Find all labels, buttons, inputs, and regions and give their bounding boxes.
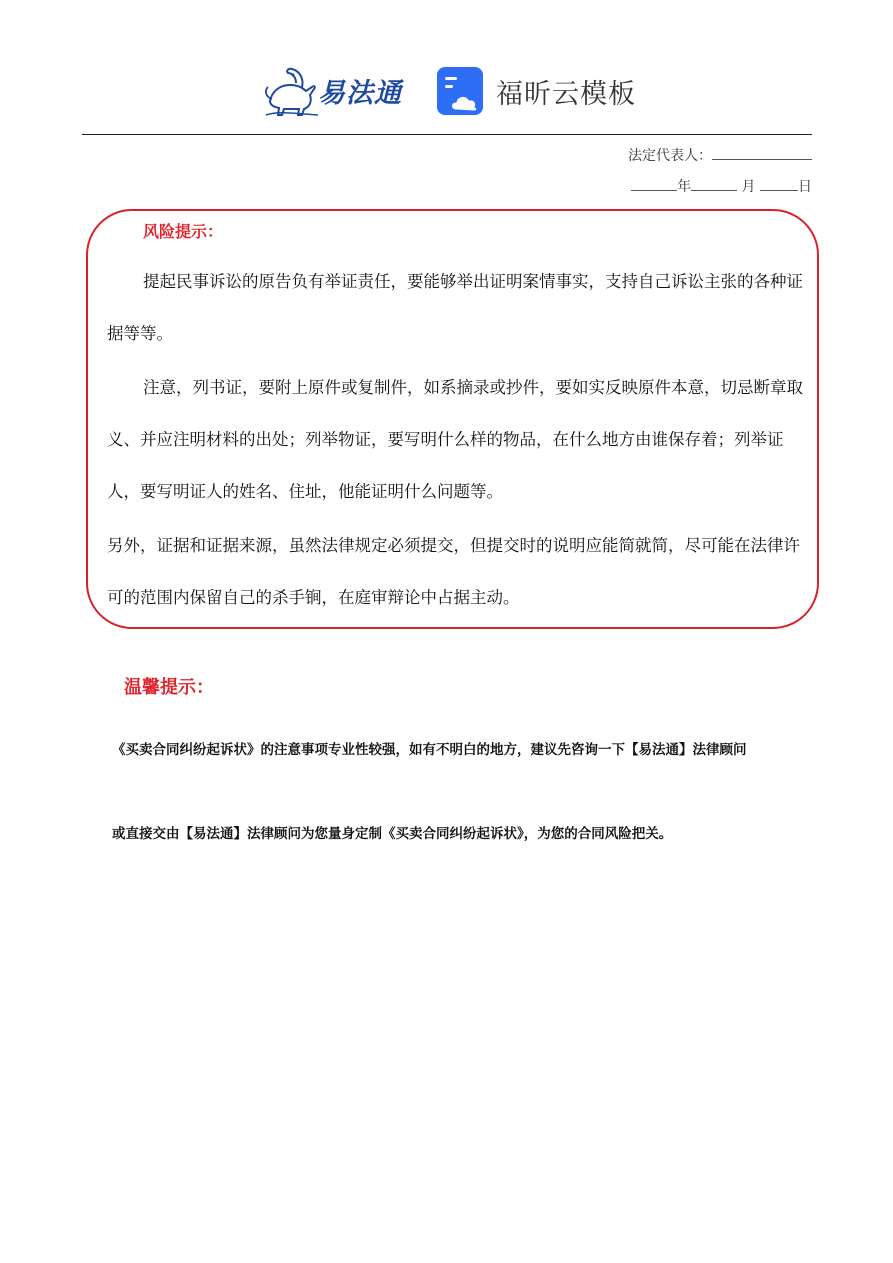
yifatong-logo <box>262 60 412 120</box>
risk-paragraph-1: 提起民事诉讼的原告负有举证责任，要能够举出证明案情事实，支持自己诉讼主张的各种证据等等。 <box>107 272 803 343</box>
cloud-document-icon <box>436 66 484 116</box>
date-line <box>631 176 812 196</box>
warm-tip-title: 温馨提示： <box>124 677 214 698</box>
day-label: 日 <box>798 179 812 195</box>
year-blank <box>631 176 677 191</box>
legal-representative-line <box>628 145 812 165</box>
warm-tip-line-2: 或直接交由【易法通】法律顾问为您量身定制《买卖合同纠纷起诉状》，为您的合同风险把关。 <box>112 826 673 842</box>
foxit-cloud-template-logo <box>436 64 636 118</box>
foxit-logo-text: 福昕云模板 <box>496 78 636 110</box>
qilin-emblem-icon <box>262 61 322 119</box>
header-divider <box>82 134 812 135</box>
risk-paragraph-3: 另外，证据和证据来源，虽然法律规定必须提交，但提交时的说明应能简就简，尽可能在法律许可的范围内保留自己的杀手锏，在庭审辩论中占据主动。 <box>107 536 800 607</box>
day-blank <box>760 176 798 191</box>
page-header <box>0 56 893 126</box>
month-blank <box>691 176 737 191</box>
year-label: 年 <box>677 179 692 195</box>
risk-notice-title: 风险提示： <box>143 222 224 241</box>
yifatong-logo-text: 易法通 <box>318 77 402 109</box>
month-label: 月 <box>741 179 756 195</box>
legal-representative-label: 法定代表人： <box>628 148 712 164</box>
warm-tip-line-1: 《买卖合同纠纷起诉状》的注意事项专业性较强，如有不明白的地方，建议先咨询一下【易法通】法律顾问 <box>112 742 747 758</box>
legal-representative-blank <box>712 145 812 160</box>
risk-paragraph-2: 注意，列书证，要附上原件或复制件，如系摘录或抄件，要如实反映原件本意，切忌断章取义、并应注明材料的出处；列举物证，要写明什么样的物品，在什么地方由谁保存着；列举证人，要写明证人的姓名、住址，他能证明什么问题等。 <box>107 378 803 501</box>
